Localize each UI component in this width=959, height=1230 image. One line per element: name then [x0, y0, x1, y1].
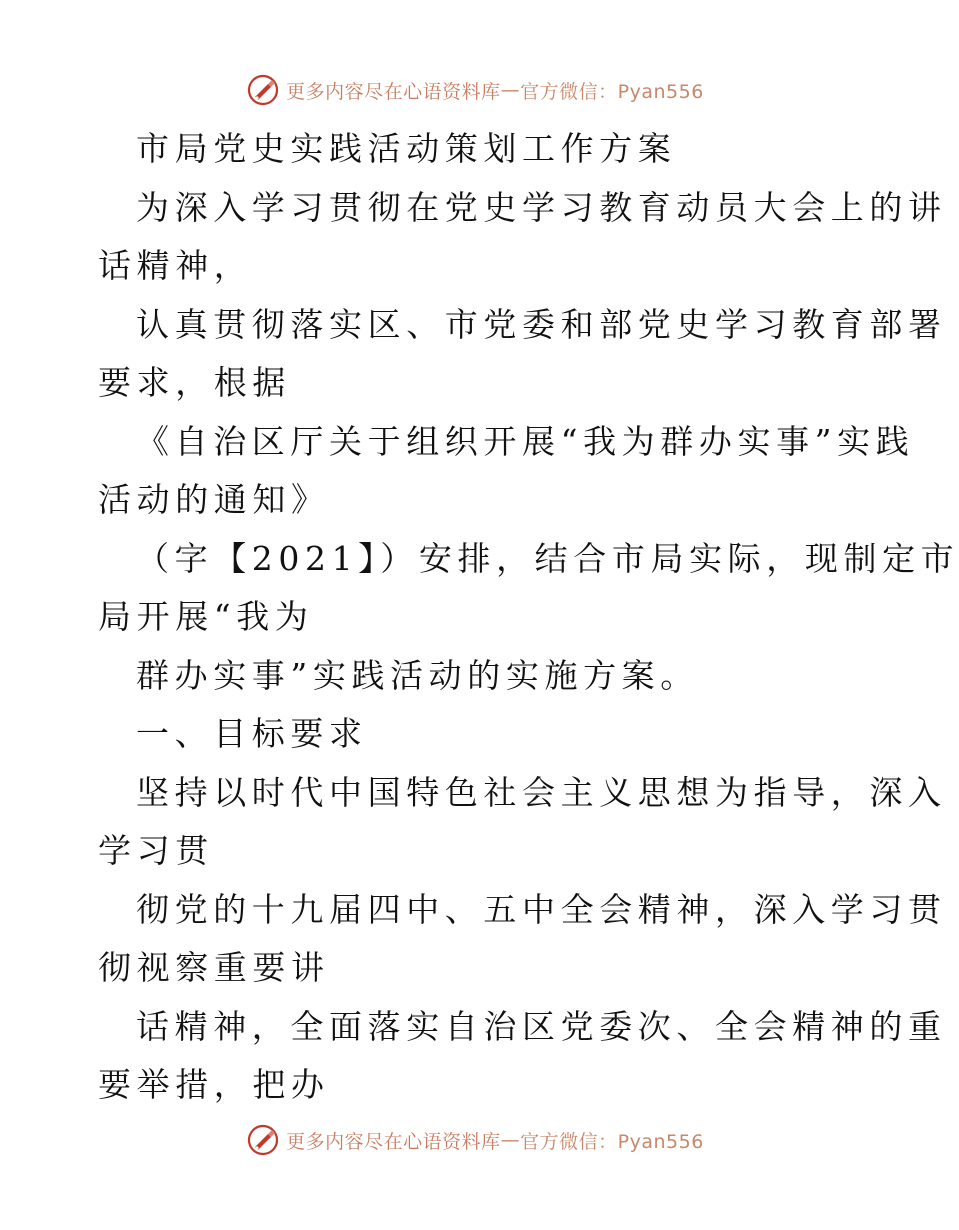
watermark-separator: — [500, 1129, 521, 1151]
document-line: 学习贯 [98, 831, 214, 870]
document-line: 群办实事”实践活动的实施方案。 [136, 655, 699, 695]
watermark-separator: — [500, 79, 521, 101]
document-line: 《自治区厅关于组织开展“我为群办实事”实践 [136, 421, 915, 461]
document-line: 认真贯彻落实区、市党委和部党史学习教育部署 [136, 304, 947, 344]
watermark-contact: 官方微信：Pyan556 [520, 80, 704, 103]
watermark-header [0, 70, 950, 110]
document-line: （字【2021】）安排，结合市局实际，现制定市 [136, 538, 959, 578]
document-line: 一、目标要求 [136, 714, 368, 753]
document-line: 话精神， [98, 246, 253, 285]
document-line: 要举措，把办 [98, 1065, 330, 1104]
document-body [98, 120, 959, 1115]
document-line: 彻视察重要讲 [98, 948, 330, 987]
document-line: 坚持以时代中国特色社会主义思想为指导，深入 [136, 772, 947, 812]
document-line: 活动的通知》 [98, 480, 330, 519]
watermark-footer [0, 1120, 950, 1160]
watermark-text: 更多内容尽在心语资料库 [286, 80, 501, 103]
document-line: 局开展“我为 [98, 597, 314, 636]
document-line: 彻党的十九届四中、五中全会精神，深入学习贯 [136, 889, 947, 929]
watermark-text: 更多内容尽在心语资料库 [286, 1130, 501, 1153]
pen-logo-icon [246, 1123, 280, 1157]
document-line: 市局党史实践活动策划工作方案 [136, 129, 677, 168]
watermark-contact: 官方微信：Pyan556 [520, 1130, 704, 1153]
document-line: 为深入学习贯彻在党史学习教育动员大会上的讲 [136, 187, 947, 227]
document-line: 话精神，全面落实自治区党委次、全会精神的重 [136, 1006, 947, 1046]
document-line: 要求，根据 [98, 363, 291, 402]
pen-logo-icon [246, 73, 280, 107]
